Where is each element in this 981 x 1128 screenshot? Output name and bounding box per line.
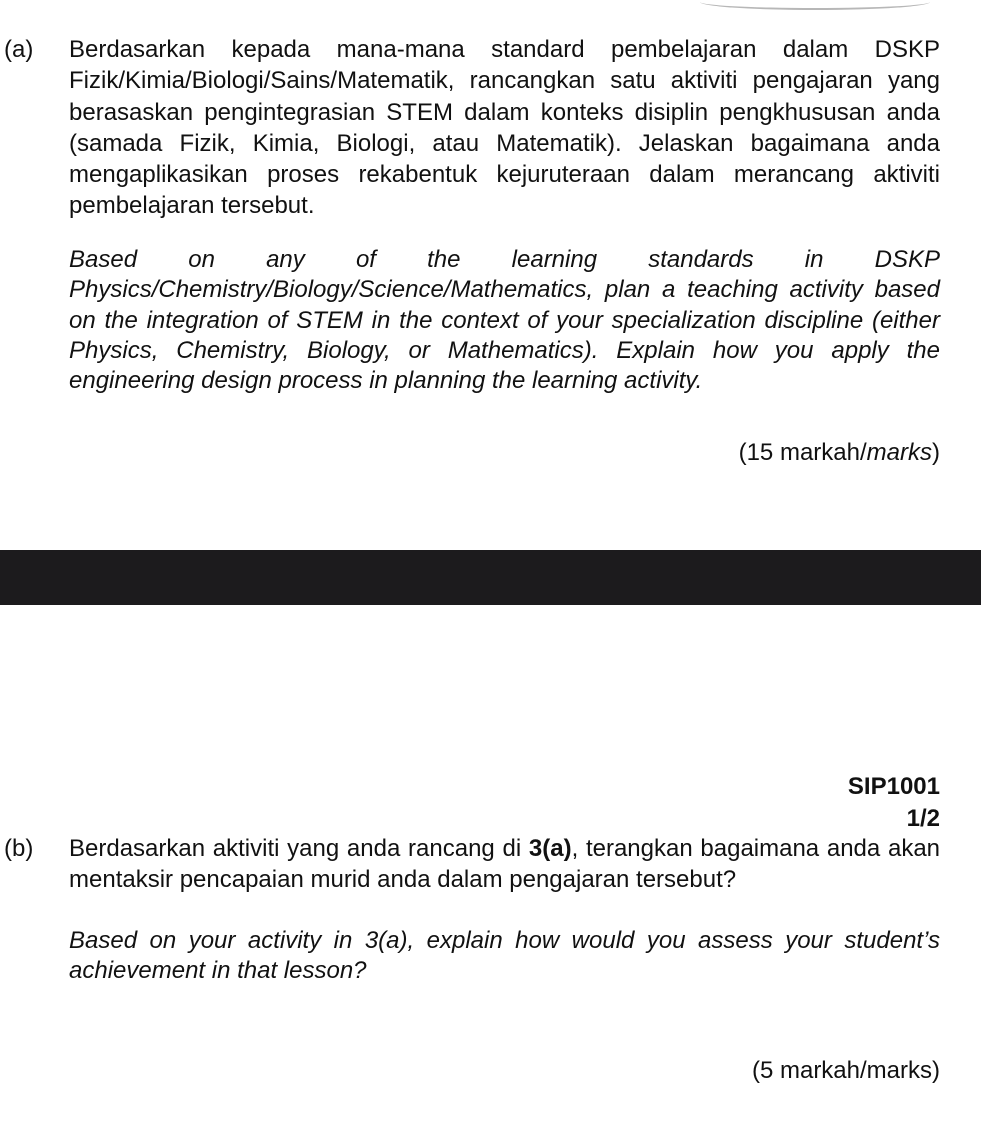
- question-a-marks-italic: marks: [866, 439, 932, 466]
- page-header: [848, 771, 940, 835]
- question-b-malay-before: Berdasarkan aktiviti yang anda rancang di: [69, 835, 529, 862]
- question-a-malay-text: Berdasarkan kepada mana-mana standard pembelajaran dalam DSKP Fizik/Kimia/Biologi/Sains/Matematik, rancangkan satu aktiviti pengajaran yang berasaskan pengintegrasian STEM dalam konteks disiplin pengkhususan anda (samada Fizik, Kimia, Biologi, atau Matematik). Jelaskan bagaimana anda mengaplikasikan proses rekabentuk kejuruteraan dalam merancang aktiviti pembelajaran tersebut.: [69, 36, 940, 220]
- page-break-band: [0, 550, 981, 605]
- question-b-english-text: Based on your activity in 3(a), explain how would you assess your student’s achievement in that lesson?: [69, 926, 940, 984]
- question-b-malay-after: , terangkan bagaimana anda akan mentaksir pencapaian murid anda dalam pengajaran tersebut?: [69, 835, 941, 894]
- scan-edge-artifact: [700, 0, 930, 10]
- question-a-body: [69, 34, 940, 397]
- question-a-marks-suffix: ): [932, 439, 940, 466]
- question-a-label: (a): [4, 36, 34, 63]
- question-a-english-text: Based on any of the learning standards in DSKP Physics/Chemistry/Biology/Science/Mathematics, plan a teaching activity based on the integration of STEM in the context of your specialization discipline (either Physics, Chemistry, Biology, or Mathematics). Explain how you apply the engineering design process in planning the learning activity.: [69, 245, 940, 395]
- course-code: SIP1001: [847, 773, 940, 800]
- question-b-malay-ref: 3(a): [528, 835, 572, 862]
- question-b-marks: (5 markah/marks): [751, 1057, 940, 1084]
- question-b-malay-text: [69, 833, 940, 896]
- page-number: 1/2: [906, 805, 940, 832]
- question-a-marks-prefix: (15 markah/: [738, 439, 867, 466]
- question-b-label: (b): [4, 835, 34, 862]
- question-a-marks: [739, 437, 940, 468]
- question-b-body: [69, 833, 940, 986]
